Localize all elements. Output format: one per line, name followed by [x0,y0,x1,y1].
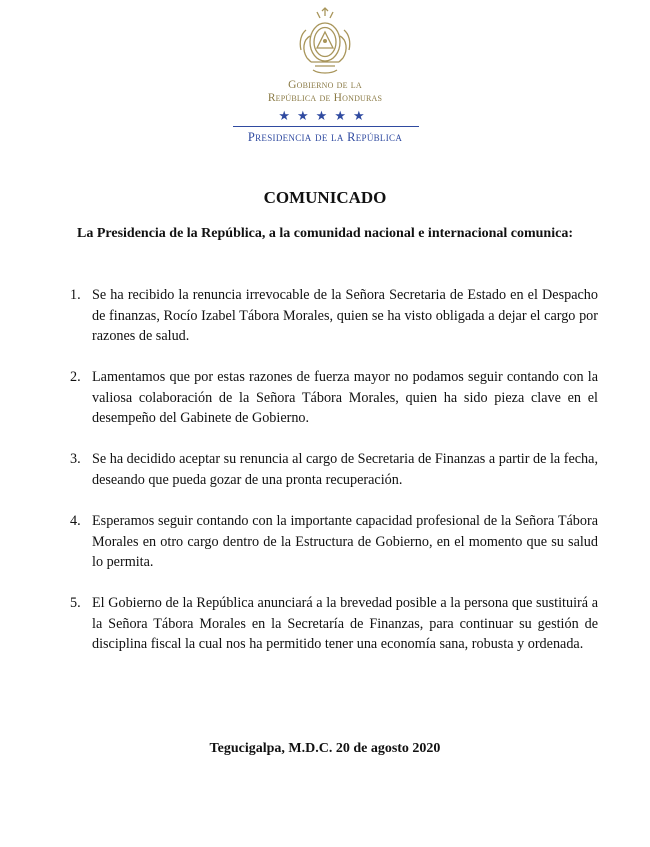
place-and-date: Tegucigalpa, M.D.C. 20 de agosto 2020 [209,741,441,756]
list-item [70,593,598,655]
list-item-text: Lamentamos que por estas razones de fuerza mayor no podamos seguir contando con la valiosa colaboración de la Señora Tábora Morales, quien ha sido pieza clave en el desempeño del Gabinete de Gobierno. [92,369,598,426]
letterhead [0,0,650,160]
document-title: COMUNICADO [263,188,387,207]
list-item-number: 5. [70,595,81,611]
list-item-text: Se ha decidido aceptar su renuncia al cargo de Secretaria de Finanzas a partir de la fecha, deseando que pueda gozar de una pronta recuperación. [92,451,598,488]
list-item-number: 2. [70,369,81,385]
list-item-number: 1. [70,287,81,303]
list-item [70,449,598,490]
list-item-number: 4. [70,513,81,529]
list-item [70,511,598,573]
list-item-text: Esperamos seguir contando con la importante capacidad profesional de la Señora Tábora Morales en otro cargo dentro de la Estructura de Gobierno, en el momento que su salud lo permita. [92,513,598,570]
header-divider [233,126,419,127]
government-name-line-1: Gobierno de la [288,79,362,91]
list-item-number: 3. [70,451,81,467]
coat-of-arms-icon [293,6,357,76]
presidencia-label: Presidencia de la República [247,130,403,144]
list-item-text: El Gobierno de la República anunciará a la brevedad posible a la persona que sustituirá a la Señora Tábora Morales en la Secretaría de Finanzas, para continuar su gestión de disciplina fiscal la cual nos ha permitido tener una economía sana, robusta y ordenada. [92,595,598,652]
list-item [70,367,598,429]
government-name-line-2: República de Honduras [267,92,383,104]
list-item [70,285,598,347]
list-item-text: Se ha recibido la renuncia irrevocable de la Señora Secretaria de Estado en el Despacho de finanzas, Rocío Izabel Tábora Morales, quien se ha visto obligada a dejar el cargo por razones de salud. [92,287,598,344]
five-stars-icon: ★★★★★ [278,108,372,123]
document-intro: La Presidencia de la República, a la comunidad nacional e internacional comunica: [77,226,573,241]
